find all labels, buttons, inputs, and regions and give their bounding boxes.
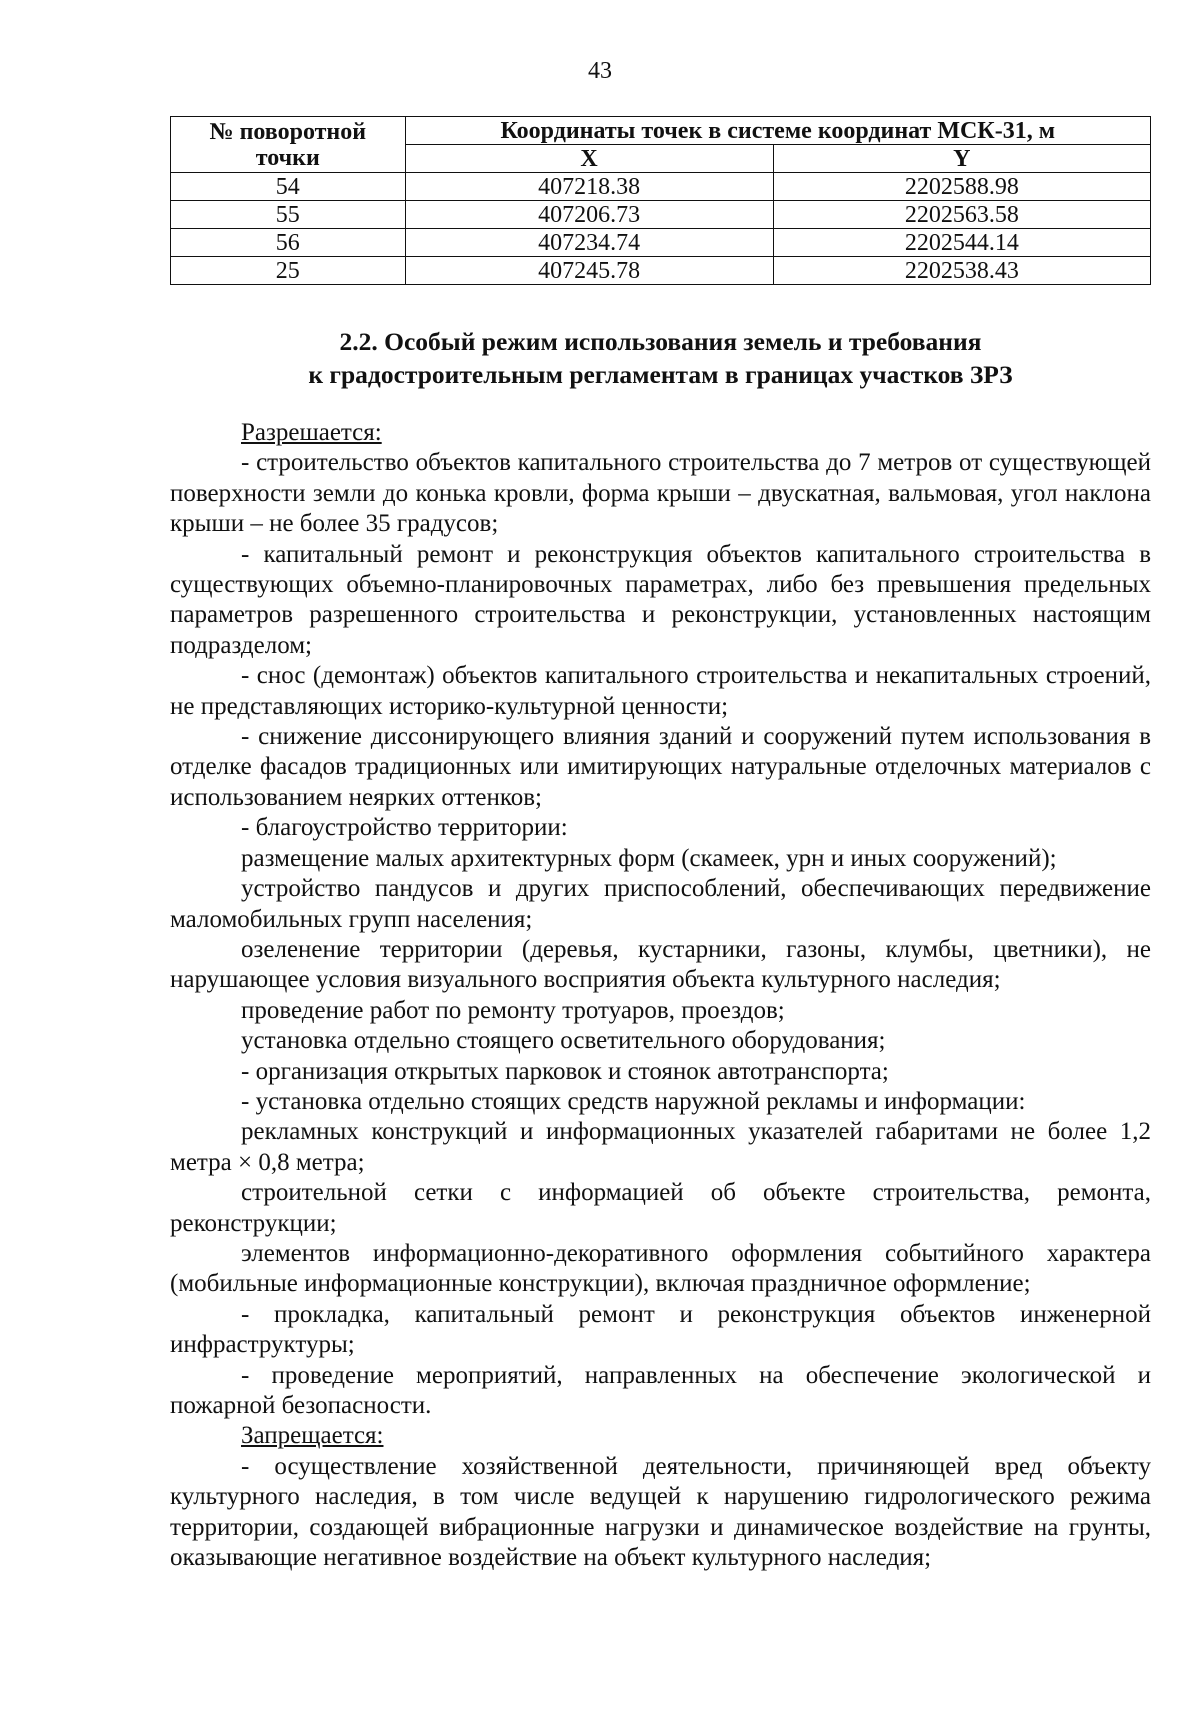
cell-y: 2202588.98 <box>773 173 1150 201</box>
allowed-paragraph: - установка отдельно стоящих средств наружной рекламы и информации: <box>241 1087 1026 1115</box>
allowed-paragraph: - благоустройство территории: <box>241 814 568 842</box>
cell-y: 2202538.43 <box>773 257 1150 285</box>
forbidden-heading: Запрещается: <box>241 1422 384 1450</box>
header-point-number: № поворотной точки <box>171 117 406 173</box>
allowed-paragraph: - строительство объектов капитального строительства до 7 метров от существующей поверхности земли до конька кровли, форма крыши – двускатная, вальмовая, угол наклона крыши – не более 35 градусов; <box>170 449 1151 538</box>
table-row <box>171 257 1151 285</box>
cell-point: 54 <box>171 173 406 201</box>
cell-point: 56 <box>171 229 406 257</box>
cell-y: 2202563.58 <box>773 201 1150 229</box>
allowed-paragraph: - прокладка, капитальный ремонт и реконструкция объектов инженерной инфраструктуры; <box>170 1300 1151 1359</box>
allowed-paragraph: устройство пандусов и других приспособлений, обеспечивающих передвижение маломобильных групп населения; <box>170 875 1151 933</box>
allowed-paragraph: установка отдельно стоящего осветительного оборудования; <box>241 1027 886 1055</box>
allowed-paragraph: элементов информационно-декоративного оформления событийного характера (мобильные информационные конструкции), включая праздничное оформление; <box>170 1239 1151 1298</box>
allowed-paragraph: - капитальный ремонт и реконструкция объектов капитального строительства в существующих объемно-планировочных параметрах, либо без превышения предельных параметров разрешенного строительства и реконструкции, установленных настоящим подразделом; <box>170 540 1151 659</box>
section-title-line-1: 2.2. Особый режим использования земель и требования <box>339 327 982 356</box>
table-header-row <box>171 117 1151 145</box>
cell-point: 25 <box>171 257 406 285</box>
allowed-paragraph: озеленение территории (деревья, кустарники, газоны, клумбы, цветники), не нарушающее условия визуального восприятия объекта культурного наследия; <box>170 935 1151 994</box>
cell-x: 407245.78 <box>405 257 773 285</box>
allowed-paragraph: рекламных конструкций и информационных указателей габаритами не более 1,2 метра × 0,8 метра; <box>170 1118 1151 1176</box>
header-y: Y <box>773 145 1150 173</box>
table-row <box>171 173 1151 201</box>
forbidden-paragraph: - осуществление хозяйственной деятельности, причиняющей вред объекту культурного наследия, в том числе ведущей к нарушению гидрологического режима территории, создающей вибрационные нагрузки и динамическое воздействие на грунты, оказывающие негативное воздействие на объект культурного наследия; <box>170 1452 1151 1572</box>
header-coordinates: Координаты точек в системе координат МСК-31, м <box>405 117 1150 145</box>
allowed-heading: Разрешается: <box>241 419 382 446</box>
section-title <box>170 325 1151 391</box>
coordinates-table <box>170 116 1151 285</box>
cell-x: 407218.38 <box>405 173 773 201</box>
allowed-paragraph: проведение работ по ремонту тротуаров, проездов; <box>241 996 785 1024</box>
cell-x: 407206.73 <box>405 201 773 229</box>
allowed-paragraph: размещение малых архитектурных форм (скамеек, урн и иных сооружений); <box>241 844 1057 872</box>
section-title-line-2: к градостроительным регламентам в границах участков ЗРЗ <box>308 360 1013 389</box>
allowed-paragraph: - проведение мероприятий, направленных на обеспечение экологической и пожарной безопасности. <box>170 1361 1151 1419</box>
allowed-paragraph: - снижение диссонирующего влияния зданий и сооружений путем использования в отделке фасадов традиционных или имитирующих натуральные отделочных материалов с использованием неярких оттенков; <box>170 723 1151 811</box>
section-body <box>170 418 1151 1573</box>
allowed-paragraph: - снос (демонтаж) объектов капитального строительства и некапитальных строений, не представляющих историко-культурной ценности; <box>170 662 1151 720</box>
cell-point: 55 <box>171 201 406 229</box>
page-number: 43 <box>588 58 612 84</box>
table-row <box>171 229 1151 257</box>
header-x: X <box>405 145 773 173</box>
cell-x: 407234.74 <box>405 229 773 257</box>
table-row <box>171 201 1151 229</box>
allowed-paragraph: - организация открытых парковок и стоянок автотранспорта; <box>241 1057 889 1085</box>
allowed-paragraph: строительной сетки с информацией об объекте строительства, ремонта, реконструкции; <box>170 1179 1151 1237</box>
cell-y: 2202544.14 <box>773 229 1150 257</box>
